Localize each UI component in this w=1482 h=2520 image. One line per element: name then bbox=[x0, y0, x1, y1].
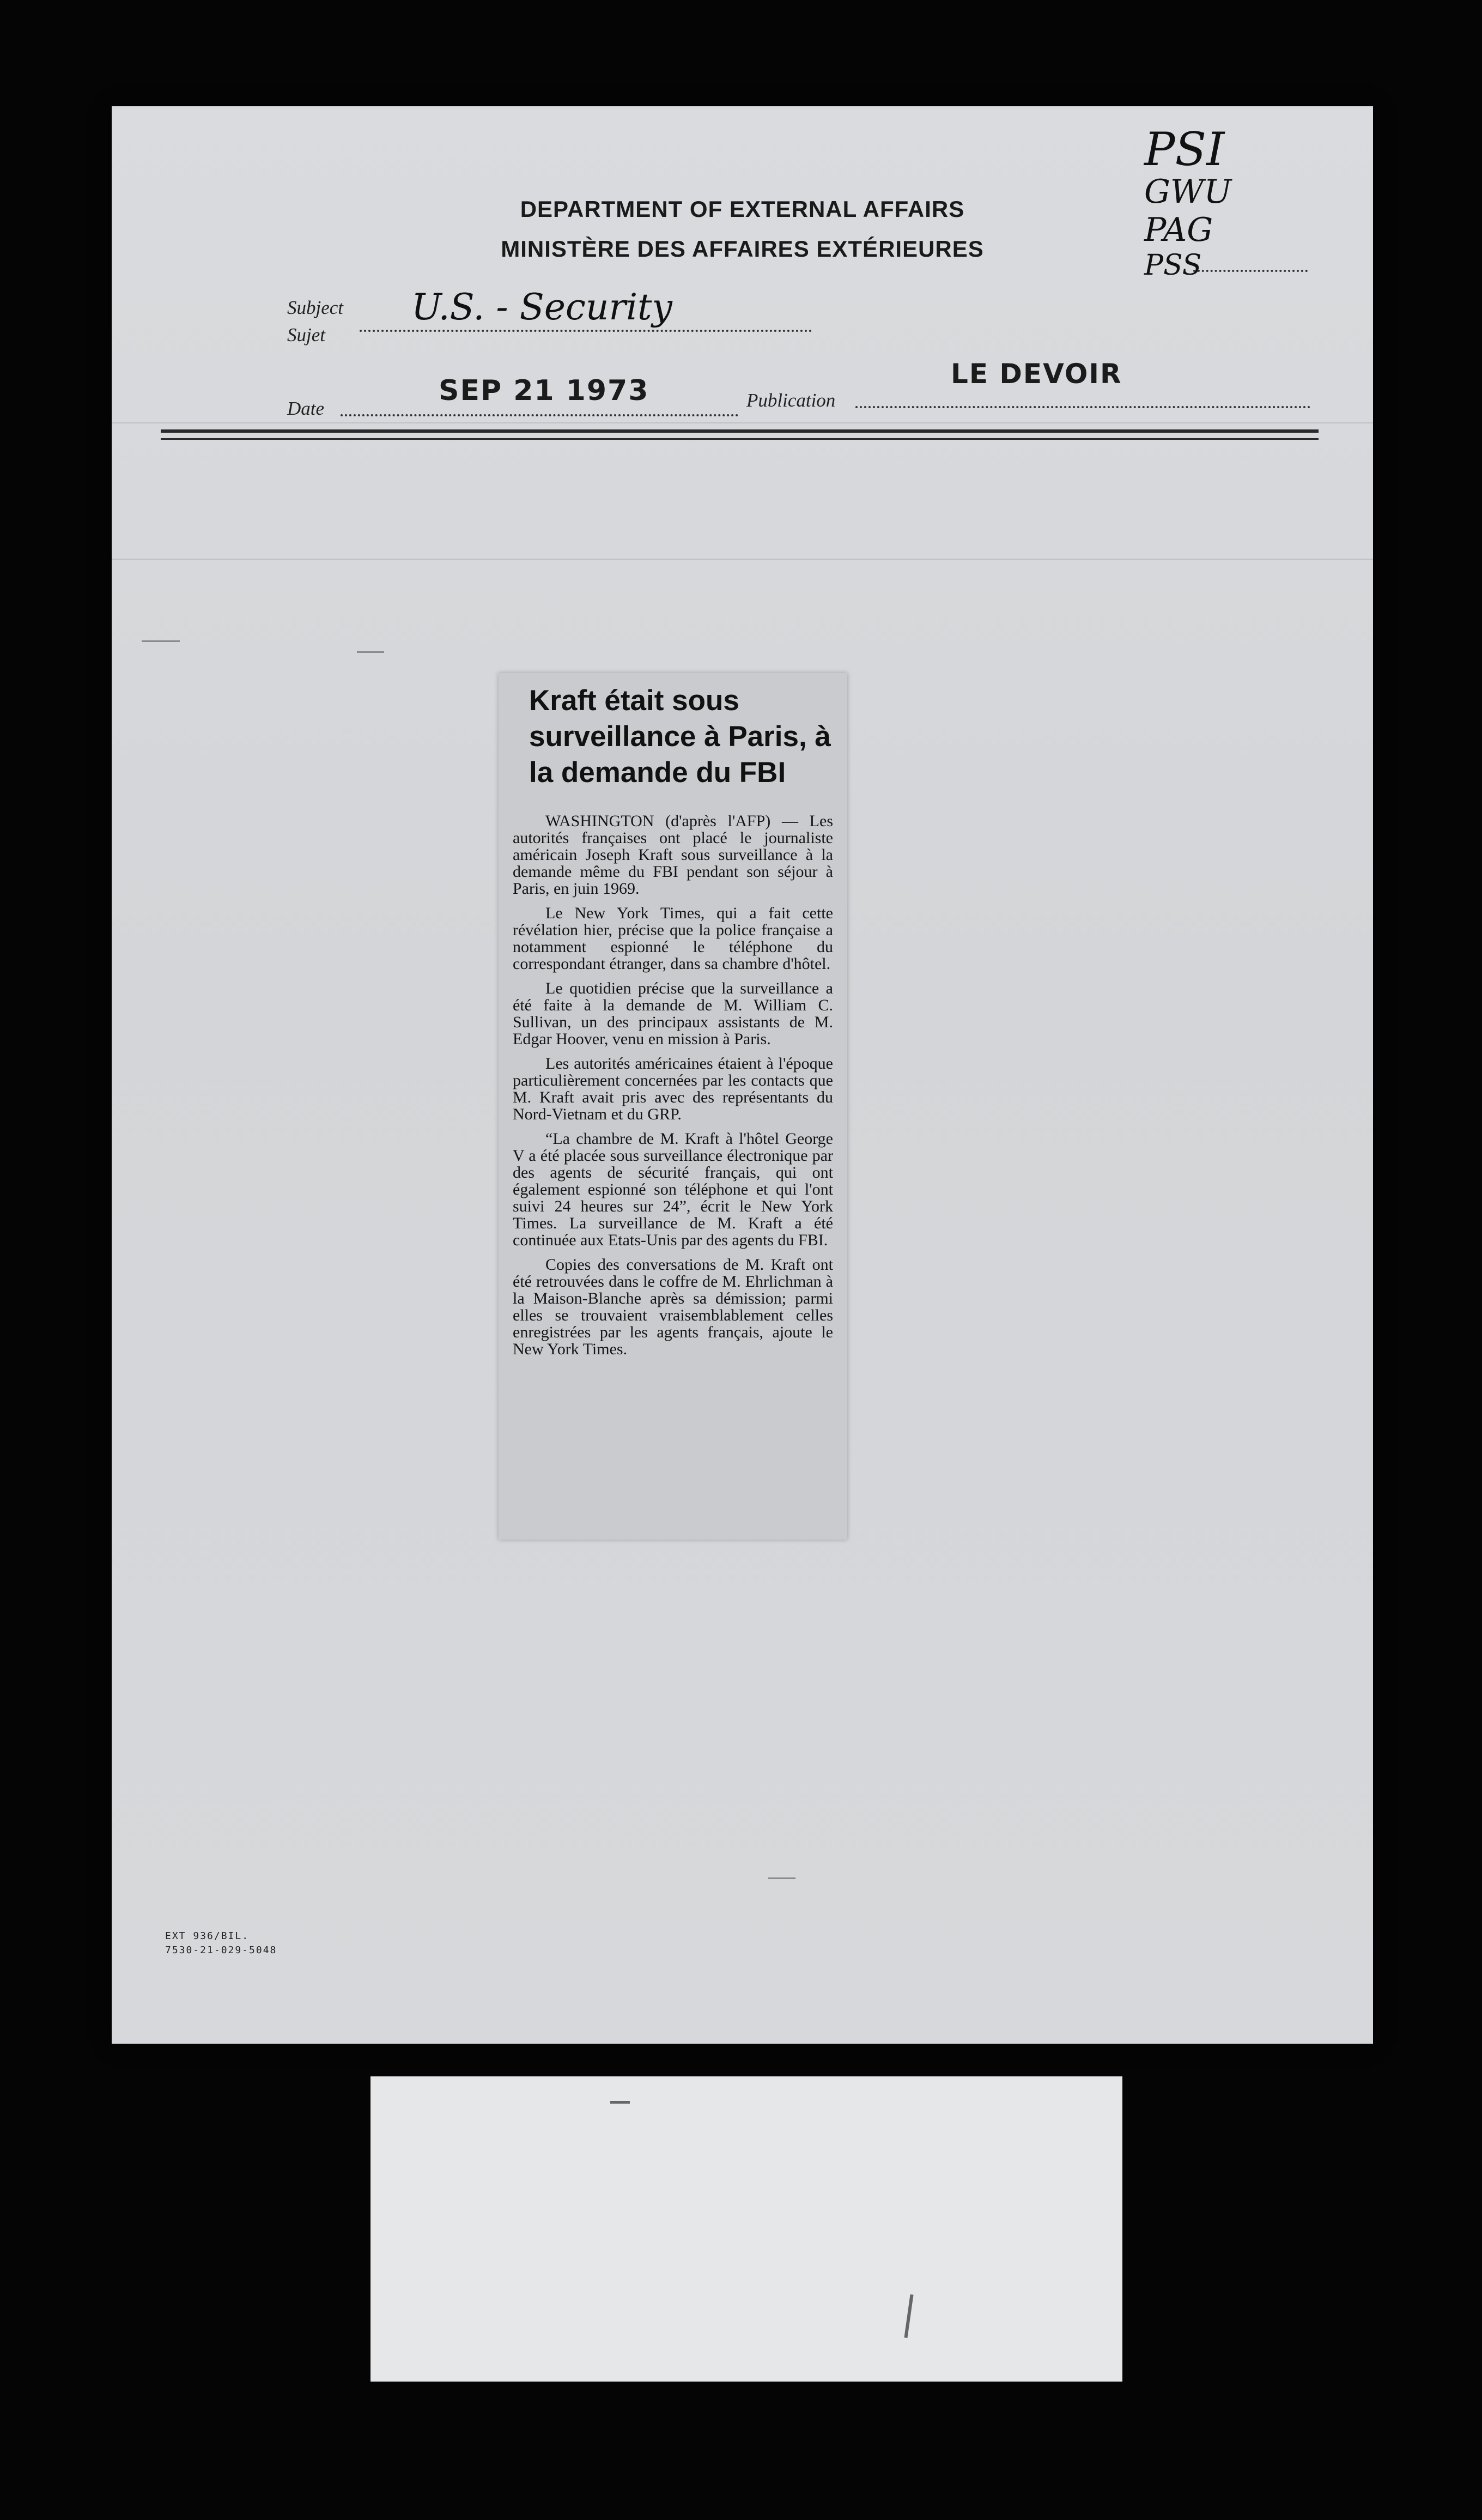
article-paragraph: Le New York Times, qui a fait cette révélation hier, précise que la police française a notamment espionné le téléphone du correspondant étranger, dans sa chambre d'hôtel. bbox=[513, 904, 833, 973]
card-mark bbox=[904, 2294, 913, 2338]
subject-value: U.S. - Security bbox=[411, 286, 672, 328]
article-paragraph: “La chambre de M. Kraft à l'hôtel George V a été placée sous surveillance électronique par des agents de sécurité français, qui ont également espionné son téléphone et qui l'ont suivi 24 heures sur 24”, écrit le New York Times. La surveillance de M. Kraft a été continuée aux Etats-Unis par des agents du FBI. bbox=[513, 1130, 833, 1249]
publication-underline bbox=[855, 406, 1310, 408]
handwritten-code-2: GWU bbox=[1144, 173, 1232, 211]
date-stamp: SEP 21 1973 bbox=[439, 374, 649, 407]
margin-mark bbox=[142, 640, 180, 642]
code-underline bbox=[1193, 270, 1308, 272]
margin-mark bbox=[357, 651, 384, 653]
faint-rule bbox=[112, 422, 1373, 423]
article-paragraph: Les autorités américaines étaient à l'époque particulièrement concernées par les contacts que M. Kraft avait pris avec des représentants du Nord-Vietnam et du GRP. bbox=[513, 1055, 833, 1123]
article-paragraph: WASHINGTON (d'après l'AFP) — Les autorités françaises ont placé le journaliste américain Joseph Kraft sous surveillance à la demande même du FBI pendant son séjour à Paris, en juin 1969. bbox=[513, 812, 833, 898]
card-mark bbox=[610, 2101, 630, 2104]
form-code-line-1: EXT 936/BIL. bbox=[165, 1930, 250, 1942]
publication-label: Publication bbox=[746, 390, 836, 411]
faint-rule bbox=[112, 559, 1373, 560]
subject-underline bbox=[360, 330, 812, 332]
date-underline bbox=[341, 414, 738, 416]
department-title-fr: MINISTÈRE DES AFFAIRES EXTÉRIEURES bbox=[501, 236, 984, 262]
sujet-label: Sujet bbox=[287, 324, 325, 346]
article-paragraph: Le quotidien précise que la surveillance a été faite à la demande de M. William C. Sullivan, un des principaux assistants de M. Edgar Hoover, venu en mission à Paris. bbox=[513, 979, 833, 1048]
newspaper-clipping bbox=[499, 673, 847, 1540]
double-rule-bottom bbox=[161, 438, 1319, 440]
form-code-line-2: 7530-21-029-5048 bbox=[165, 1944, 277, 1956]
form-code bbox=[165, 1929, 277, 1958]
department-title-en: DEPARTMENT OF EXTERNAL AFFAIRS bbox=[520, 196, 965, 222]
subject-label: Subject bbox=[287, 297, 344, 318]
handwritten-code-3: PAG bbox=[1144, 211, 1213, 249]
margin-mark bbox=[768, 1877, 795, 1879]
blank-card bbox=[370, 2076, 1122, 2382]
article-headline: Kraft était sous surveillance à Paris, à la demande du FBI bbox=[529, 684, 831, 789]
handwritten-code-4: PSS bbox=[1144, 249, 1202, 282]
double-rule-top bbox=[161, 429, 1319, 433]
date-label: Date bbox=[287, 398, 325, 419]
article-paragraph: Copies des conversations de M. Kraft ont été retrouvées dans le coffre de M. Ehrlichman à la Maison-Blanche après sa démission; parmi elles se trouvaient vraisemblablement celles enregistrées par les agents français, ajoute le New York Times. bbox=[513, 1256, 833, 1358]
publication-stamp: LE DEVOIR bbox=[951, 358, 1122, 390]
handwritten-code-1: PSI bbox=[1144, 123, 1225, 176]
